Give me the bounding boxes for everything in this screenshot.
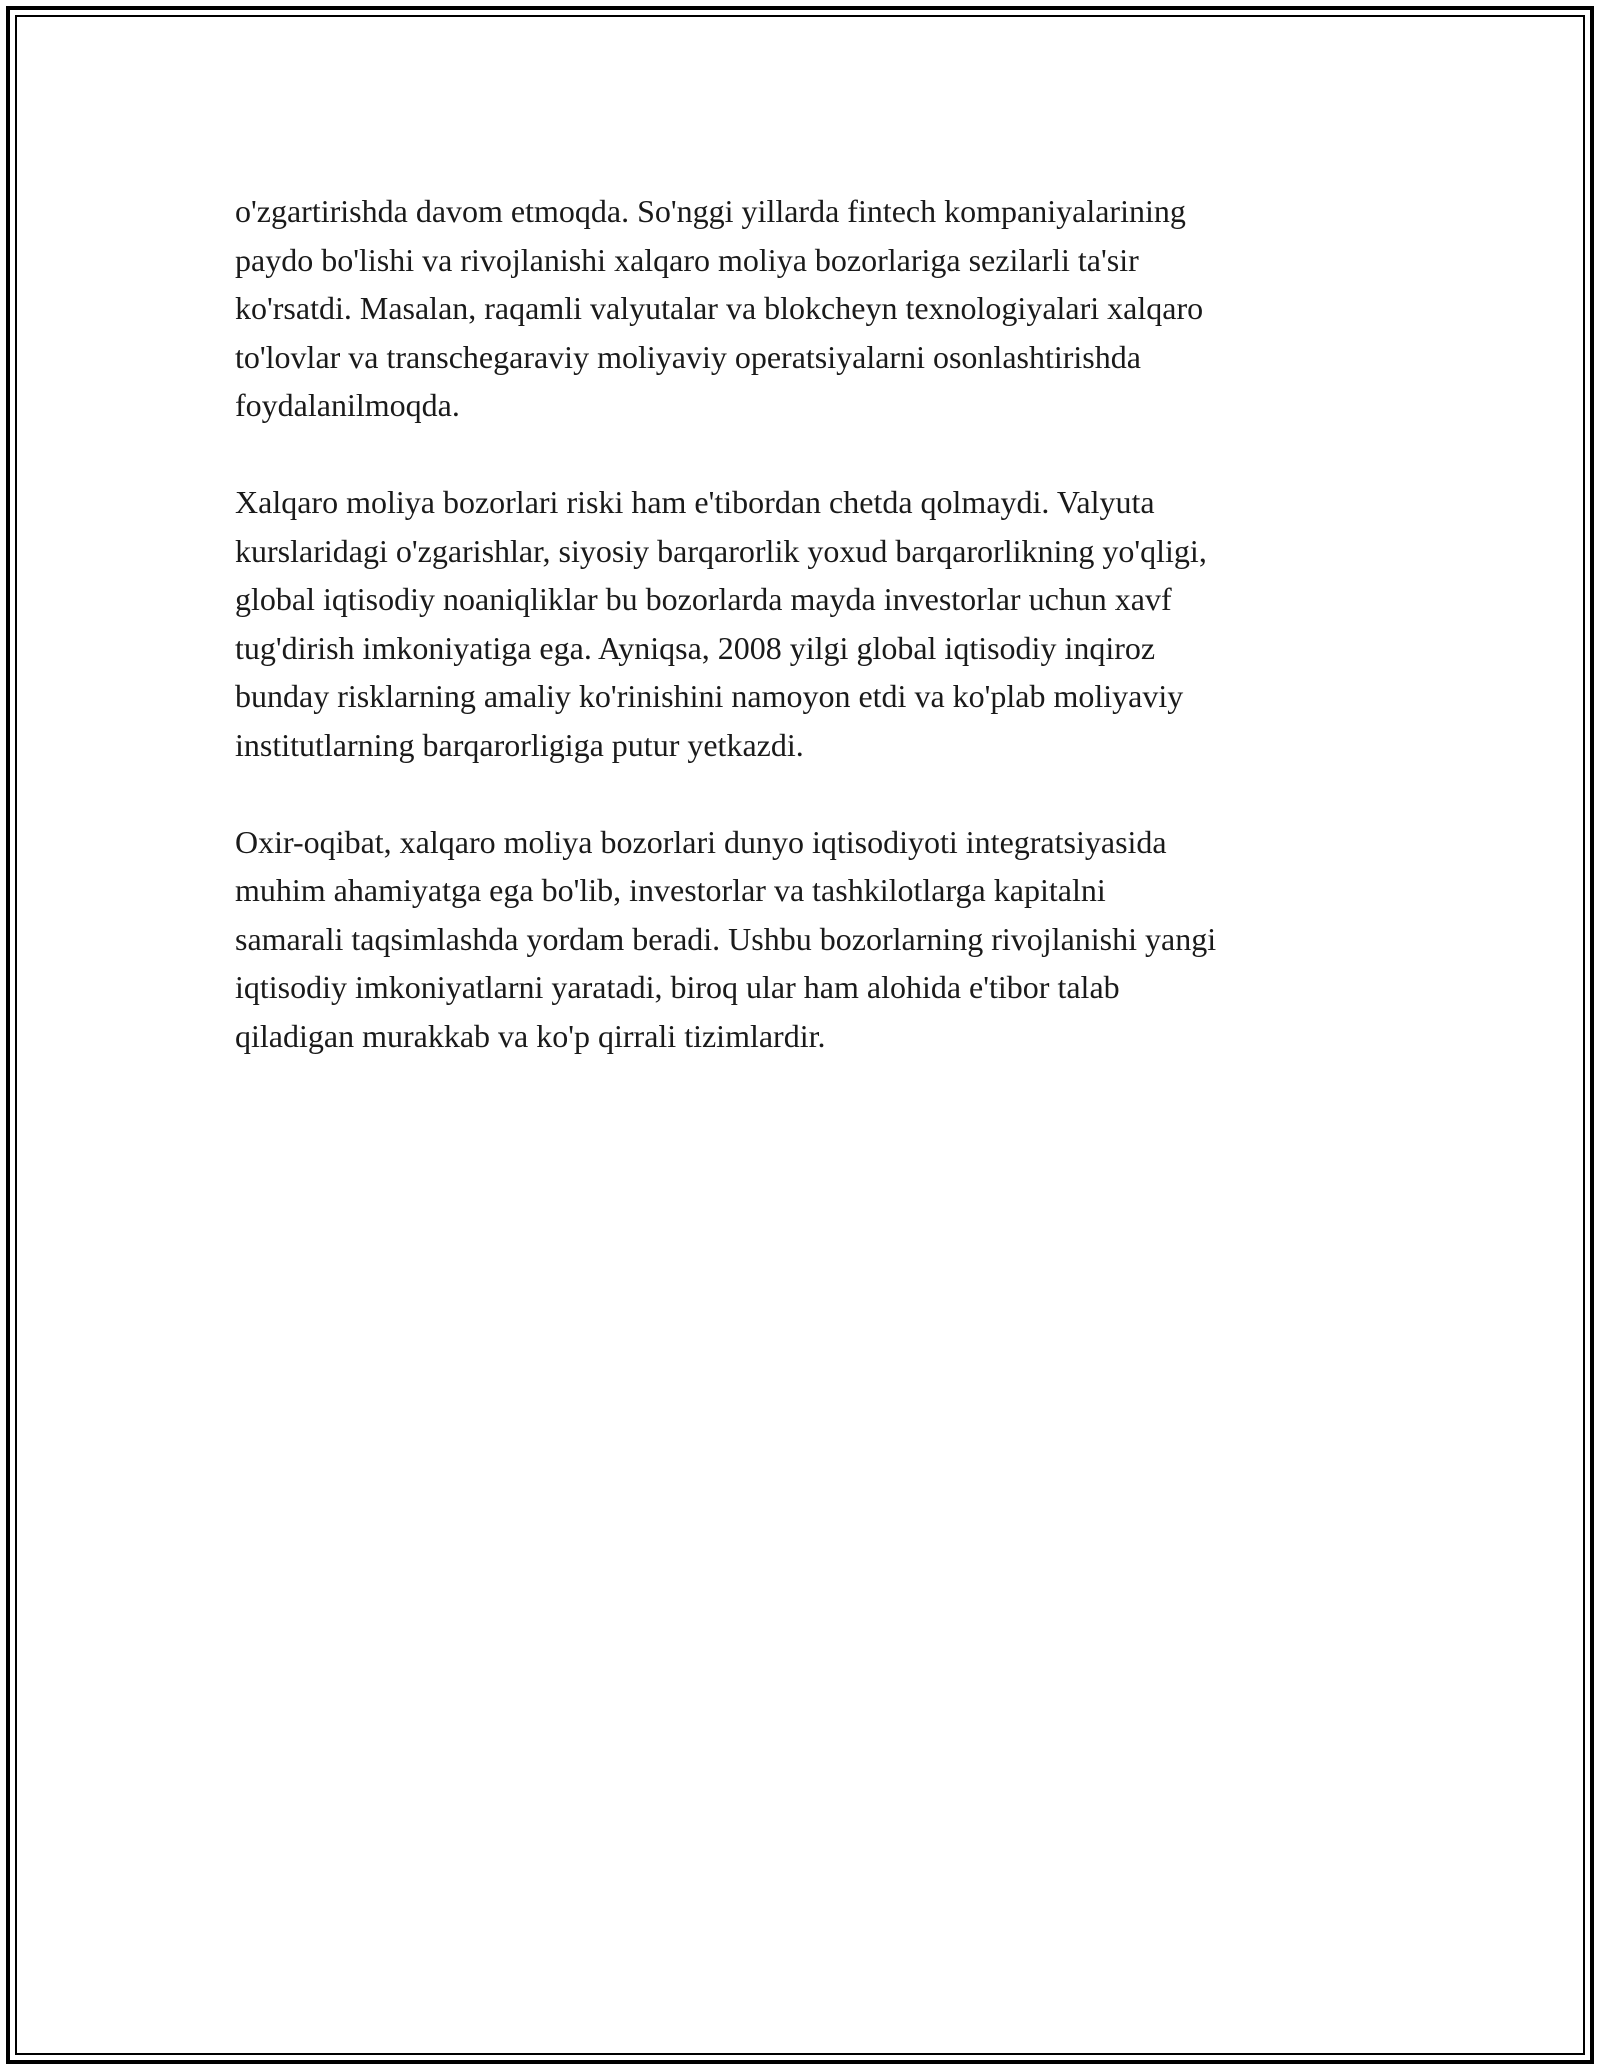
paragraph-3: Oxir-oqibat, xalqaro moliya bozorlari dunyo iqtisodiyoti integratsiyasida muhim ahamiyatga ega bo'lib, investorlar va tashkilotlarga kapitalni samarali taqsimlashda yordam beradi. Ushbu bozorlarning rivojlanishi yangi iqtisodiy imkoniyatlarni yaratadi, biroq ular ham alohida e'tibor talab qiladigan murakkab va ko'p qirrali tizimlardir. <box>235 823 1217 1054</box>
paragraph-1: o'zgartirishda davom etmoqda. So'nggi yillarda fintech kompaniyalarining paydo bo'lishi va rivojlanishi xalqaro moliya bozorlariga sezilarli ta'sir ko'rsatdi. Masalan, raqamli valyutalar va blokcheyn texnologiyalari xalqaro to'lovlar va transchegaraviy moliyaviy operatsiyalarni osonlashtirishda foydalanilmoqda. <box>235 193 1204 423</box>
document-body <box>235 187 1365 1109</box>
paragraph-2: Xalqaro moliya bozorlari riski ham e'tibordan chetda qolmaydi. Valyuta kurslaridagi o'zgarishlar, siyosiy barqarorlik yoxud barqarorlikning yo'qligi, global iqtisodiy noaniqliklar bu bozorlarda mayda investorlar uchun xavf tug'dirish imkoniyatiga ega. Ayniqsa, 2008 yilgi global iqtisodiy inqiroz bunday risklarning amaliy ko'rinishini namoyon etdi va ko'plab moliyaviy institutlarning barqarorligiga putur yetkazdi. <box>235 484 1207 763</box>
